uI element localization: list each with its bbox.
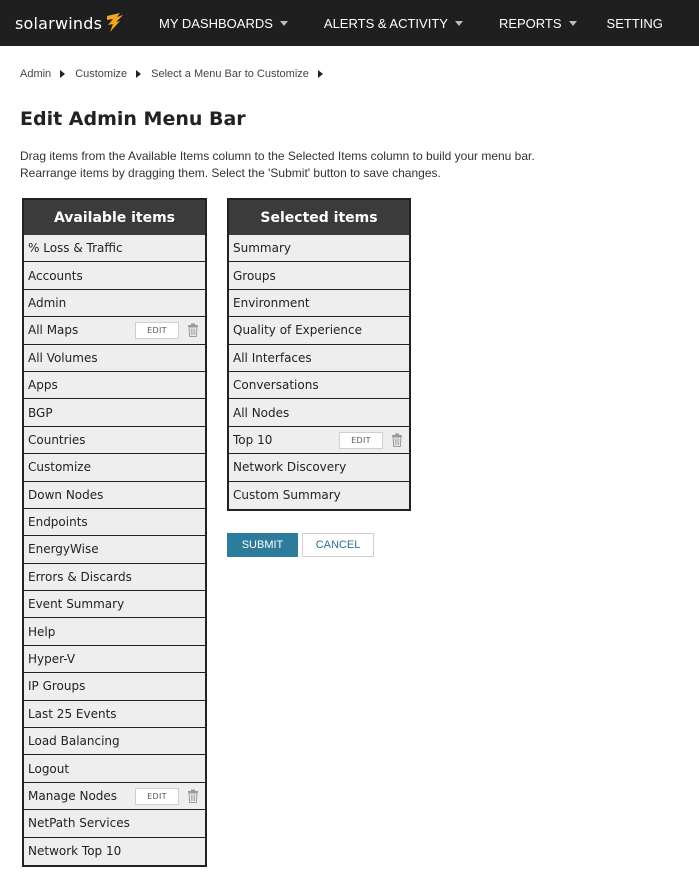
menu-item-label: Custom Summary (233, 488, 341, 503)
menu-item-label: Top 10 (233, 432, 273, 447)
selected-items-header: Selected items (229, 200, 409, 235)
menu-item[interactable] (24, 399, 205, 426)
menu-item[interactable] (24, 810, 205, 837)
menu-item[interactable] (229, 290, 409, 317)
edit-button[interactable]: EDIT (135, 788, 179, 805)
menu-item[interactable] (24, 536, 205, 563)
nav-reports[interactable] (487, 0, 589, 46)
breadcrumb (20, 68, 333, 80)
cancel-button[interactable]: CANCEL (302, 533, 374, 557)
menu-item-label: Logout (28, 761, 70, 776)
menu-item[interactable] (229, 317, 409, 344)
menu-item-label: Network Top 10 (28, 844, 122, 859)
nav-label: SETTING (606, 15, 663, 31)
menu-item-label: Network Discovery (233, 460, 347, 475)
menu-item-label: Errors & Discards (28, 569, 132, 584)
menu-item[interactable] (24, 290, 205, 317)
menu-item-label: All Maps (28, 323, 79, 338)
menu-item[interactable] (24, 728, 205, 755)
menu-item-label: BGP (28, 405, 53, 420)
nav-label: MY DASHBOARDS (159, 15, 273, 31)
selected-items-column (227, 198, 411, 511)
menu-item-label: Last 25 Events (28, 706, 117, 721)
solarwinds-flame-icon (104, 12, 124, 34)
trash-icon[interactable] (391, 433, 403, 447)
menu-item[interactable] (24, 564, 205, 591)
menu-item[interactable] (24, 701, 205, 728)
menu-item-label: All Volumes (28, 350, 98, 365)
description-line: Drag items from the Available Items column to the Selected Items column to build your menu bar. (20, 149, 535, 163)
menu-item[interactable] (24, 673, 205, 700)
menu-item[interactable] (229, 235, 409, 262)
menu-item-label: Countries (28, 432, 86, 447)
menu-item-label: % Loss & Traffic (28, 241, 123, 256)
edit-button[interactable]: EDIT (135, 322, 179, 339)
breadcrumb-customize[interactable]: Customize (75, 68, 128, 80)
menu-item[interactable] (24, 591, 205, 618)
menu-item[interactable] (24, 482, 205, 509)
trash-icon[interactable] (187, 789, 199, 803)
menu-item-label: EnergyWise (28, 542, 99, 557)
menu-item[interactable] (24, 235, 205, 262)
breadcrumb-admin[interactable]: Admin (20, 68, 52, 80)
nav-my-dashboards[interactable] (147, 0, 300, 46)
selected-items-list (229, 235, 409, 509)
menu-item-label: Load Balancing (28, 734, 120, 749)
menu-item-label: Accounts (28, 268, 83, 283)
caret-down-icon (280, 21, 288, 26)
menu-item[interactable] (229, 454, 409, 481)
menu-item-label: Admin (28, 295, 67, 310)
nav-label: REPORTS (498, 15, 562, 31)
menu-item-label: Summary (233, 241, 291, 256)
menu-item[interactable] (24, 427, 205, 454)
menu-item[interactable] (24, 783, 205, 810)
nav-label: ALERTS & ACTIVITY (323, 15, 448, 31)
nav-alerts-activity[interactable] (312, 0, 475, 46)
menu-item-label: Customize (28, 460, 91, 475)
description-line: Rearrange items by dragging them. Select the 'Submit' button to save changes. (20, 166, 441, 180)
solarwinds-logo[interactable] (15, 12, 145, 34)
top-nav (0, 0, 699, 46)
menu-item-label: Groups (233, 268, 276, 283)
available-items-header: Available items (24, 200, 205, 235)
menu-item[interactable] (24, 509, 205, 536)
menu-item[interactable] (229, 482, 409, 509)
menu-item-label: Endpoints (28, 515, 88, 530)
menu-item[interactable] (24, 317, 205, 344)
menu-item-label: Help (28, 624, 56, 639)
breadcrumb-arrow-icon (60, 70, 65, 78)
menu-item-label: Hyper-V (28, 652, 76, 667)
menu-item[interactable] (24, 618, 205, 645)
page-description (20, 148, 699, 182)
menu-item[interactable] (24, 838, 205, 865)
logo-text: solarwinds (15, 13, 103, 33)
menu-item[interactable] (229, 399, 409, 426)
menu-item[interactable] (229, 427, 409, 454)
breadcrumb-arrow-icon (318, 70, 323, 78)
breadcrumb-select-menu-bar[interactable]: Select a Menu Bar to Customize (151, 68, 309, 80)
menu-item[interactable] (24, 262, 205, 289)
caret-down-icon (569, 21, 577, 26)
menu-item[interactable] (229, 372, 409, 399)
trash-icon[interactable] (187, 323, 199, 337)
available-items-list (24, 235, 205, 865)
menu-item[interactable] (229, 345, 409, 372)
menu-item-label: Conversations (233, 378, 319, 393)
menu-item[interactable] (24, 646, 205, 673)
available-items-column (22, 198, 207, 867)
menu-item[interactable] (24, 345, 205, 372)
menu-item-label: IP Groups (28, 679, 86, 694)
menu-item-label: Manage Nodes (28, 789, 118, 803)
menu-item[interactable] (24, 372, 205, 399)
page-title: Edit Admin Menu Bar (20, 108, 246, 130)
menu-item-label: Down Nodes (28, 487, 104, 502)
menu-item[interactable] (24, 454, 205, 481)
menu-item[interactable] (24, 755, 205, 782)
caret-down-icon (455, 21, 463, 26)
menu-item-label: All Interfaces (233, 350, 312, 365)
menu-item-label: Apps (28, 378, 58, 393)
submit-button[interactable]: SUBMIT (227, 533, 298, 557)
breadcrumb-arrow-icon (136, 70, 141, 78)
nav-settings[interactable] (595, 0, 675, 46)
menu-item-label: Quality of Experience (233, 323, 362, 338)
menu-item[interactable] (229, 262, 409, 289)
edit-button[interactable]: EDIT (339, 432, 383, 449)
menu-item-label: Event Summary (28, 597, 125, 612)
menu-item-label: Environment (233, 295, 310, 310)
menu-item-label: All Nodes (233, 405, 290, 420)
menu-item-label: NetPath Services (28, 816, 130, 831)
